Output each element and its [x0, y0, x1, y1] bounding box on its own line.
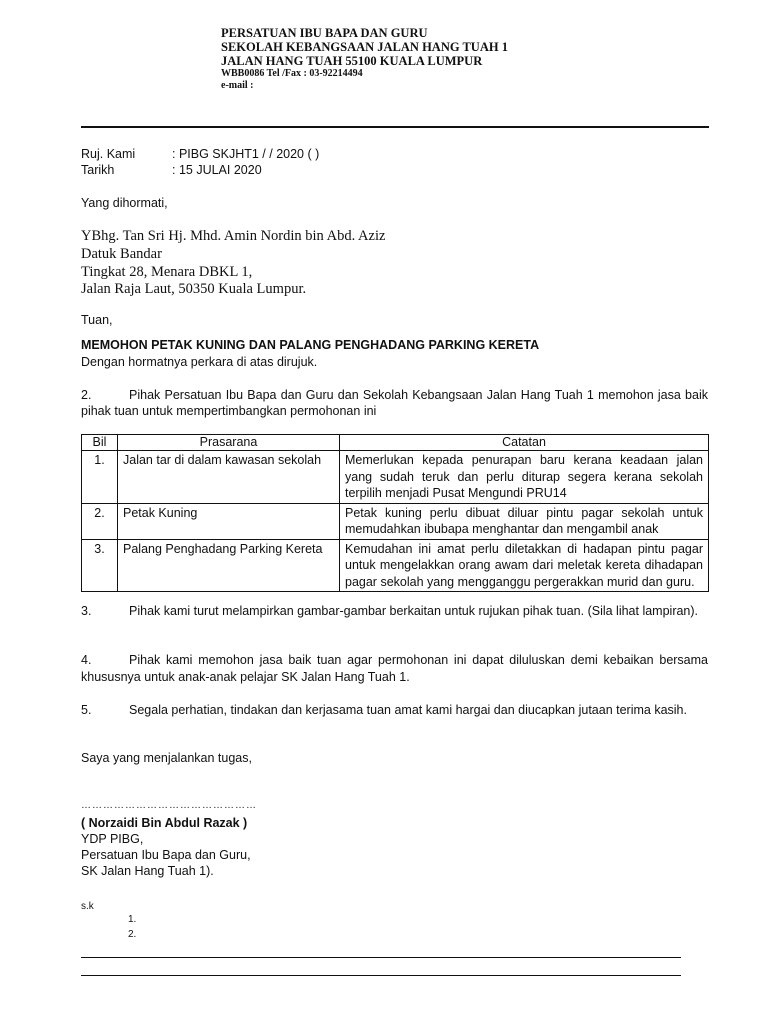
- paragraph-3-number: 3.: [81, 604, 92, 618]
- paragraph-4: [81, 652, 708, 686]
- paragraph-3-text: Pihak kami turut melampirkan gambar-gambar berkaitan untuk rujukan pihak tuan. (Sila lihat lampiran).: [129, 604, 699, 618]
- letterhead-school: SEKOLAH KEBANGSAAN JALAN HANG TUAH 1: [221, 40, 508, 54]
- table-cell-bil: 3.: [82, 539, 118, 592]
- recipient-name: YBhg. Tan Sri Hj. Mhd. Amin Nordin bin Abd. Aziz: [81, 228, 386, 244]
- paragraph-2-line-2: pihak tuan untuk mempertimbangkan permohonan ini: [81, 404, 377, 418]
- table-cell-prasarana: Palang Penghadang Parking Kereta: [118, 539, 340, 592]
- recipient-address-1: Tingkat 28, Menara DBKL 1,: [81, 264, 253, 280]
- sk-label: s.k: [81, 901, 94, 912]
- recipient-address-2: Jalan Raja Laut, 50350 Kuala Lumpur.: [81, 281, 307, 297]
- ruj-label: Ruj. Kami: [81, 147, 136, 161]
- recipient-title: Datuk Bandar: [81, 246, 162, 262]
- paragraph-2-text: Pihak Persatuan Ibu Bapa dan Guru dan Sekolah Kebangsaan Jalan Hang Tuah 1 memohon jasa baik: [129, 388, 708, 402]
- table-header-catatan: Catatan: [340, 435, 709, 451]
- table-cell-bil: 1.: [82, 451, 118, 504]
- signatory-name: ( Norzaidi Bin Abdul Razak ): [81, 816, 248, 830]
- signatory-org: Persatuan Ibu Bapa dan Guru,: [81, 848, 251, 862]
- paragraph-2-number: 2.: [81, 388, 92, 402]
- letterhead-contact: WBB0086 Tel /Fax : 03-92214494: [221, 68, 363, 79]
- paragraph-5-text: Segala perhatian, tindakan dan kerjasama tuan amat kami hargai dan diucapkan jutaan terima kasih.: [129, 703, 687, 717]
- paragraph-5-number: 5.: [81, 703, 92, 717]
- table-row: [82, 503, 709, 539]
- table-cell-bil: 2.: [82, 503, 118, 539]
- footer-line-2: [81, 975, 681, 976]
- paragraph-5: [81, 702, 708, 719]
- table-cell-catatan: Memerlukan kepada penurapan baru kerana keadaan jalan yang sudah teruk dan perlu diturap segera kerana sekolah terpilih menjadi Pusat Mengundi PRU14: [340, 451, 709, 504]
- footer-line-1: [81, 957, 681, 958]
- intro: Dengan hormatnya perkara di atas dirujuk.: [81, 355, 318, 369]
- table-header-prasarana: Prasarana: [118, 435, 340, 451]
- paragraph-2-line-1: [81, 387, 708, 404]
- tarikh-value: : 15 JULAI 2020: [172, 163, 262, 177]
- tarikh-label: Tarikh: [81, 163, 115, 177]
- ruj-value: : PIBG SKJHT1 / / 2020 ( ): [172, 147, 320, 161]
- letterhead-org: PERSATUAN IBU BAPA DAN GURU: [221, 26, 428, 40]
- closing: Saya yang menjalankan tugas,: [81, 751, 252, 765]
- prasarana-table: [81, 434, 709, 592]
- sk-item-1: 1.: [128, 914, 137, 925]
- paragraph-4-text: Pihak kami memohon jasa baik tuan agar permohonan ini dapat diluluskan demi kebaikan bersama khususnya untuk anak-anak pelajar SK Jalan Hang Tuah 1.: [81, 653, 708, 684]
- letterhead-address: JALAN HANG TUAH 55100 KUALA LUMPUR: [221, 54, 483, 68]
- sk-item-2: 2.: [128, 929, 137, 940]
- table-cell-catatan: Petak kuning perlu dibuat diluar pintu pagar sekolah untuk memudahkan ibubapa menghantar dan mengambil anak: [340, 503, 709, 539]
- table-cell-catatan: Kemudahan ini amat perlu diletakkan di hadapan pintu pagar untuk mengelakkan orang awam dari meletak kereta dihadapan pagar sekolah yang mengganggu pergerakkan murid dan guru.: [340, 539, 709, 592]
- paragraph-4-number: 4.: [81, 653, 92, 667]
- paragraph-3: [81, 603, 708, 620]
- signature-line: …………………………………………: [81, 800, 257, 811]
- letterhead-divider: [81, 126, 709, 128]
- subject: MEMOHON PETAK KUNING DAN PALANG PENGHADANG PARKING KERETA: [81, 338, 540, 352]
- table-cell-prasarana: Petak Kuning: [118, 503, 340, 539]
- salutation: Tuan,: [81, 313, 113, 327]
- table-cell-prasarana: Jalan tar di dalam kawasan sekolah: [118, 451, 340, 504]
- signatory-title: YDP PIBG,: [81, 832, 144, 846]
- letterhead-email: e-mail :: [221, 80, 254, 91]
- table-row: [82, 539, 709, 592]
- table-row: [82, 451, 709, 504]
- signatory-school: SK Jalan Hang Tuah 1).: [81, 864, 214, 878]
- table-header-bil: Bil: [82, 435, 118, 451]
- table-header-row: [82, 435, 709, 451]
- greeting: Yang dihormati,: [81, 196, 168, 210]
